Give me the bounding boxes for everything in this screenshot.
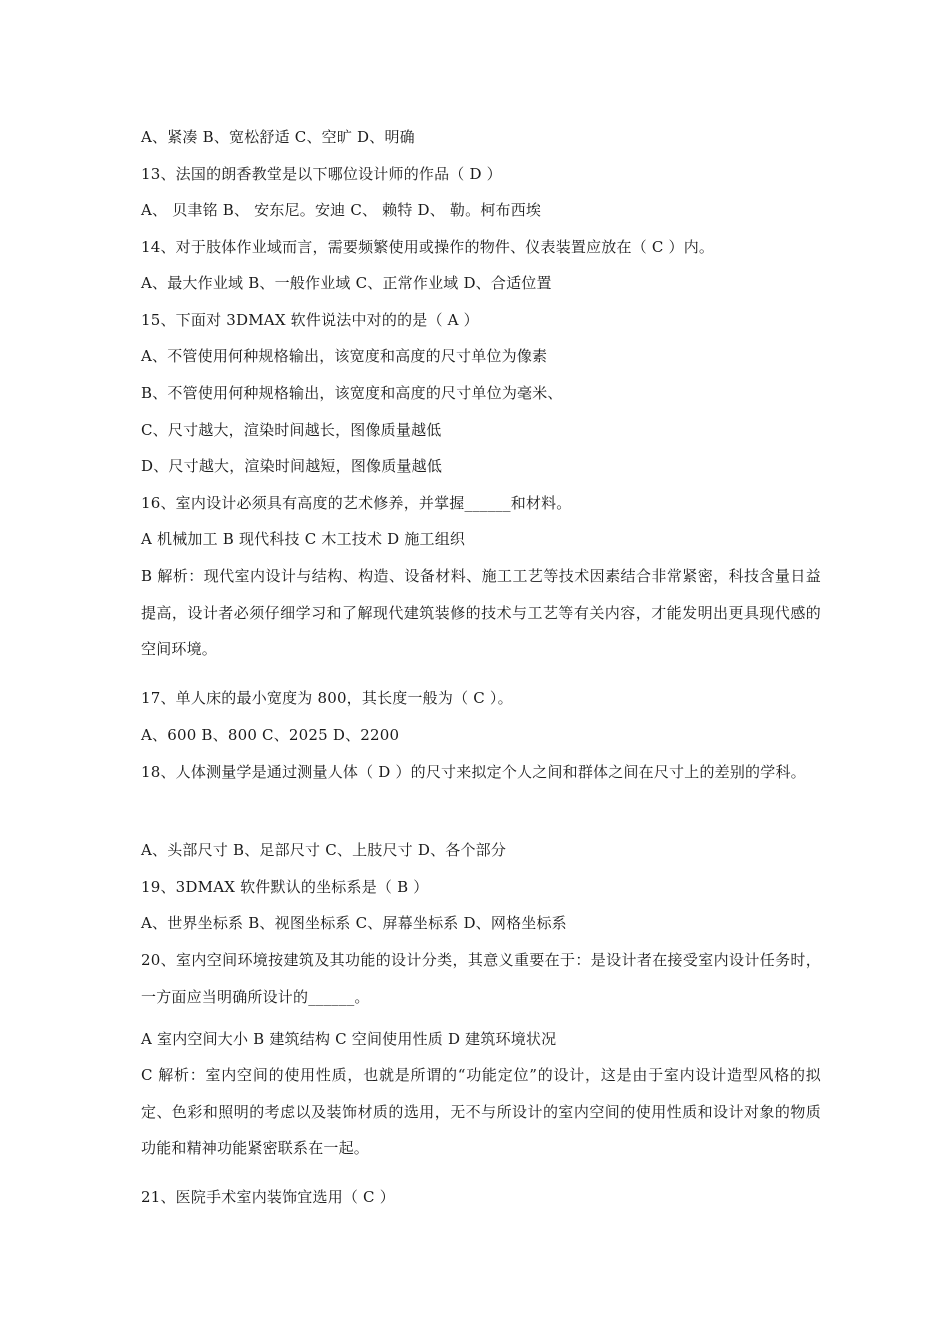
question-15: 15、下面对 3DMAX 软件说法中对的的是（ A ） <box>141 311 479 329</box>
answer-option-15d: D、尺寸越大，渲染时间越短，图像质量越低 <box>141 457 443 475</box>
answer-options-18: A、头部尺寸 B、足部尺寸 C、上肢尺寸 D、各个部分 <box>141 841 507 859</box>
answer-options-13: A、 贝聿铭 B、 安东尼。安迪 C、 赖特 D、 勒。柯布西埃 <box>141 201 542 219</box>
question-16: 16、室内设计必须具有高度的艺术修养，并掌握______和材料。 <box>141 494 572 512</box>
answer-options-19: A、世界坐标系 B、视图坐标系 C、屏幕坐标系 D、网格坐标系 <box>141 914 567 932</box>
answer-options-12: A、紧凑 B、宽松舒适 C、空旷 D、明确 <box>141 128 415 146</box>
answer-option-15b: B、不管使用何种规格输出，该宽度和高度的尺寸单位为毫米、 <box>141 384 563 402</box>
question-13: 13、法国的朗香教堂是以下哪位设计师的作品（ D ） <box>141 165 502 183</box>
question-19: 19、3DMAX 软件默认的坐标系是（ B ） <box>141 878 429 896</box>
answer-options-20: A 室内空间大小 B 建筑结构 C 空间使用性质 D 建筑环境状况 <box>141 1030 557 1048</box>
answer-option-15c: C、尺寸越大，渲染时间越长，图像质量越低 <box>141 421 442 439</box>
answer-options-17: A、600 B、800 C、2025 D、2200 <box>141 726 400 744</box>
answer-options-14: A、最大作业域 B、一般作业域 C、正常作业域 D、合适位置 <box>141 274 552 292</box>
question-14: 14、对于肢体作业域而言，需要频繁使用或操作的物件、仪表装置应放在（ C ）内。 <box>141 238 715 256</box>
question-18: 18、人体测量学是通过测量人体（ D ）的尺寸来拟定个人之间和群体之间在尺寸上的差别的学科。 <box>141 763 806 781</box>
question-20: 20、室内空间环境按建筑及其功能的设计分类，其意义重要在于：是设计者在接受室内设计任务时，一方面应当明确所设计的______。 <box>141 951 821 1006</box>
answer-option-15a: A、不管使用何种规格输出，该宽度和高度的尺寸单位为像素 <box>141 347 548 365</box>
question-21: 21、医院手术室内装饰宜选用（ C ） <box>141 1188 395 1206</box>
analysis-20: C 解析：室内空间的使用性质，也就是所谓的“功能定位”的设计，这是由于室内设计造型风格的拟定、色彩和照明的考虑以及装饰材质的选用，无不与所设计的室内空间的使用性质和设计对象的物质功能和精神功能紧密联系在一起。 <box>141 1066 821 1157</box>
answer-options-16: A 机械加工 B 现代科技 C 木工技术 D 施工组织 <box>141 530 466 548</box>
question-17: 17、单人床的最小宽度为 800，其长度一般为（ C ）。 <box>141 689 513 707</box>
analysis-16: B 解析：现代室内设计与结构、构造、设备材料、施工工艺等技术因素结合非常紧密，科技含量日益提高，设计者必须仔细学习和了解现代建筑装修的技术与工艺等有关内容，才能发明出更具现代感的空间环境。 <box>141 567 821 658</box>
